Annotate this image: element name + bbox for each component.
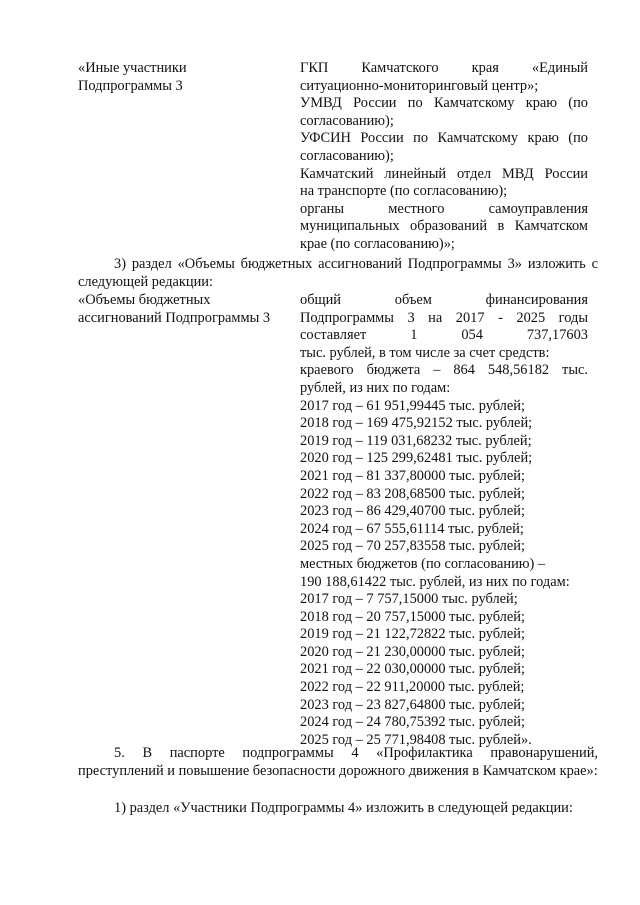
value-line: тыс. рублей, в том числе за счет средств: <box>300 344 550 361</box>
value-line: 2019 год – 21 122,72822 тыс. рублей; <box>300 626 525 643</box>
label-line: «Объемы бюджетных <box>78 292 211 308</box>
value-line: 190 188,61422 тыс. рублей, из них по годам: <box>300 573 570 590</box>
value-line: 2020 год – 21 230,00000 тыс. рублей; <box>300 643 525 660</box>
budget-value <box>300 292 588 749</box>
value-line: 2017 год – 7 757,15000 тыс. рублей; <box>300 591 518 608</box>
value-line: 2017 год – 61 951,99445 тыс. рублей; <box>300 397 525 414</box>
value-line: общий объем финансирования <box>300 292 588 308</box>
value-line: 2022 год – 83 208,68500 тыс. рублей; <box>300 485 525 502</box>
value-line: 2024 год – 24 780,75392 тыс. рублей; <box>300 714 525 731</box>
value-line: муниципальных образований в Камчатском <box>300 218 588 235</box>
value-line: местных бюджетов (по согласованию) – <box>300 555 546 572</box>
value-line: 2023 год – 23 827,64800 тыс. рублей; <box>300 696 525 713</box>
participants-label <box>78 60 288 95</box>
value-line: согласованию); <box>300 112 394 129</box>
value-line: согласованию); <box>300 147 394 164</box>
value-line: 2020 год – 125 299,62481 тыс. рублей; <box>300 450 533 467</box>
paragraph-section-1: 1) раздел «Участники Подпрограммы 4» изложить в следующей редакции: <box>114 800 573 816</box>
label-line: Подпрограммы 3 <box>78 77 183 94</box>
paragraph-section-3: 3) раздел «Объемы бюджетных ассигнований Подпрограммы 3» изложить с следующей редакции: <box>78 256 598 290</box>
value-line: УФСИН России по Камчатскому краю (по <box>300 130 588 147</box>
value-line: ситуационно-мониторинговый центр»; <box>300 77 539 94</box>
label-line: ассигнований Подпрограммы 3 <box>78 309 271 326</box>
value-line: ГКП Камчатского края «Единый <box>300 60 588 76</box>
value-line: 2018 год – 20 757,15000 тыс. рублей; <box>300 608 525 625</box>
value-line: рублей, из них по годам: <box>300 379 451 396</box>
label-line: «Иные участники <box>78 60 187 76</box>
value-line: 2019 год – 119 031,68232 тыс. рублей; <box>300 432 532 449</box>
value-line: 2024 год – 67 555,61114 тыс. рублей; <box>300 520 524 537</box>
paragraph-item-5: 5. В паспорте подпрограммы 4 «Профилактика правонарушений, преступлений и повышение безопасности дорожного движения в Камчатском крае»: <box>78 745 598 779</box>
value-line: 2023 год – 86 429,40700 тыс. рублей; <box>300 503 525 520</box>
value-line: Камчатский линейный отдел МВД России <box>300 165 588 182</box>
value-line: крае (по согласованию)»; <box>300 235 455 252</box>
value-line: 2025 год – 70 257,83558 тыс. рублей; <box>300 538 525 555</box>
value-line: составляет 1 054 737,17603 <box>300 327 588 344</box>
value-line: органы местного самоуправления <box>300 200 588 217</box>
participants-value <box>300 60 588 254</box>
value-line: 2025 год – 25 771,98408 тыс. рублей». <box>300 731 532 748</box>
value-line: УМВД России по Камчатскому краю (по <box>300 95 588 112</box>
value-line: краевого бюджета – 864 548,56182 тыс. <box>300 362 588 379</box>
value-line: 2018 год – 169 475,92152 тыс. рублей; <box>300 415 533 432</box>
value-line: 2022 год – 22 911,20000 тыс. рублей; <box>300 679 525 696</box>
value-line: 2021 год – 81 337,80000 тыс. рублей; <box>300 467 525 484</box>
budget-label <box>78 292 288 327</box>
value-line: 2021 год – 22 030,00000 тыс. рублей; <box>300 661 525 678</box>
value-line: Подпрограммы 3 на 2017 - 2025 годы <box>300 309 588 326</box>
value-line: на транспорте (по согласованию); <box>300 183 508 200</box>
